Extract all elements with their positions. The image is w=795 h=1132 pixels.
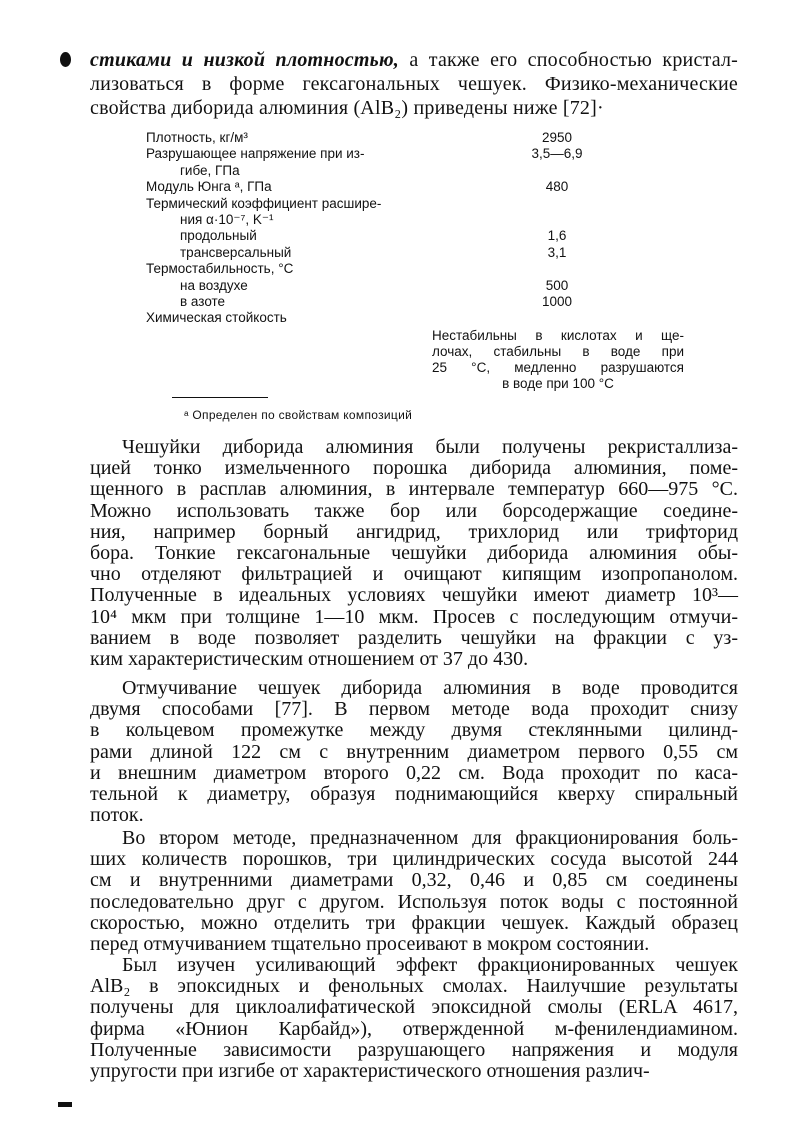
paragraph-line: и внешним диаметром второго 0,22 см. Вода проходит по каса- — [90, 761, 738, 784]
paragraph-line: Полученные зависимости разрушающего напряжения и модуля — [90, 1038, 738, 1061]
property-label: ния α·10⁻⁷, K⁻¹ — [180, 212, 274, 228]
property-row — [146, 212, 706, 228]
chemical-stability-value — [432, 328, 684, 392]
margin-dash-mark — [58, 1102, 72, 1107]
margin-dot-mark — [60, 52, 71, 67]
paragraph-line: Чешуйки диборида алюминия были получены рекристаллиза- — [122, 436, 738, 458]
intro-paragraph — [90, 48, 738, 120]
paragraph-line: тельной к диаметру, образуя поднимающийся кверху спиральный — [90, 783, 738, 806]
paragraph-line: чно отделяют фильтрацией и очищают кипящим изопропанолом. — [90, 563, 738, 586]
property-row — [146, 179, 706, 195]
property-row — [146, 228, 706, 244]
paragraph-line: в кольцевом промежутке между двумя стеклянными цилинд- — [90, 719, 738, 742]
property-value: 1000 — [541, 294, 573, 310]
property-row — [146, 310, 706, 326]
property-label: трансверсальный — [180, 244, 292, 260]
paragraph-line: Можно использовать также бор или борсодержащие соедине- — [90, 499, 738, 522]
paragraph-line: скоростью, можно отделить три фракции чешуек. Каждый образец — [90, 911, 738, 934]
paragraph-line: цией тонко измельченного порошка диборида алюминия, поме- — [90, 457, 738, 480]
paragraph-line: ким характеристическим отношением от 37 до 430. — [90, 648, 529, 671]
body-paragraph — [90, 678, 738, 826]
intro-emphasis: стиками и низкой плотностью, — [90, 49, 399, 71]
property-label: Термический коэффициент расшире- — [146, 195, 382, 211]
paragraph-line: бора. Тонкие гексагональные чешуйки диборида алюминия обы- — [90, 542, 738, 565]
property-value: 2950 — [541, 130, 573, 145]
paragraph-line: двумя способами [77]. В первом методе вода проходит снизу — [90, 698, 738, 721]
paragraph-line: фирма «Юнион Карбайд»), отвержденной м-фенилендиамином. — [90, 1017, 738, 1040]
paragraph-line: ших количеств порошков, три цилиндрических сосуда высотой 244 — [90, 848, 738, 871]
chemical-stability-line: лочах, стабильны в воде при — [432, 344, 684, 359]
property-row — [146, 261, 706, 277]
property-row — [146, 196, 706, 212]
intro-line-rest: а также его способностью кристал- — [398, 49, 738, 71]
paragraph-line: Во втором методе, предназначенном для фракционирования боль- — [122, 827, 738, 849]
paragraph-line: поток. — [90, 804, 144, 827]
paragraph-line: рами длиной 122 см с внутренним диаметром первого 0,55 см — [90, 740, 738, 763]
property-value: 1,6 — [547, 228, 567, 244]
property-label: в азоте — [180, 294, 226, 310]
paragraph-line: перед отмучиванием тщательно просеивают в мокром состоянии. — [90, 933, 650, 956]
chemical-stability-line: в воде при 100 °С — [502, 376, 614, 391]
paragraph-line: ванием в воде позволяет разделить чешуйки на фракции с уз- — [90, 626, 738, 649]
intro-line: свойства диборида алюминия (AlB₂) приведены ниже [72]· — [90, 97, 604, 119]
property-row — [146, 245, 706, 261]
property-label: Термостабильность, °C — [146, 261, 294, 277]
property-label: Плотность, кг/м³ — [146, 130, 248, 145]
property-row — [146, 146, 706, 162]
paragraph-line: Был изучен усиливающий эффект фракционированных чешуек — [122, 954, 738, 976]
property-label: Химическая стойкость — [146, 310, 287, 326]
paragraph-line: Полученные в идеальных условиях чешуйки имеют диаметр 10³— — [90, 584, 738, 607]
property-row — [146, 294, 706, 310]
property-value: 480 — [545, 179, 569, 195]
property-label: продольный — [180, 228, 257, 244]
paragraph-line: последовательно друг с другом. Используя поток воды с постоянной — [90, 890, 738, 913]
paragraph-line: упругости при изгибе от характеристического отношения различ- — [90, 1060, 650, 1083]
chemical-stability-line: 25 °С, медленно разрушаются — [432, 360, 684, 375]
property-label: Разрушающее напряжение при из- — [146, 146, 365, 162]
footnote: ᵃ Определен по свойствам композиций — [184, 408, 413, 422]
property-label: на воздухе — [180, 277, 248, 293]
chemical-stability-line: Нестабильны в кислотах и ще- — [432, 328, 684, 343]
body-paragraph — [90, 828, 738, 955]
footnote-rule — [172, 397, 268, 398]
body-paragraph — [90, 437, 738, 670]
paragraph-line: AlB₂ в эпоксидных и фенольных смолах. Наилучшие результаты — [90, 975, 738, 998]
property-row — [146, 278, 706, 294]
property-value: 3,1 — [547, 244, 567, 260]
body-paragraph — [90, 955, 738, 1082]
property-label: Модуль Юнга ᵃ, ГПа — [146, 179, 272, 195]
property-label: гибе, ГПа — [180, 162, 240, 178]
properties-table — [146, 130, 706, 391]
paragraph-line: 10⁴ мкм при толщине 1—10 мкм. Просев с последующим отмучи- — [90, 605, 738, 628]
intro-line — [90, 48, 738, 72]
paragraph-line: щенного в расплав алюминия, в интервале температур 660—975 °С. — [90, 478, 738, 501]
property-value: 500 — [545, 277, 569, 293]
paragraph-line: ния, например борный ангидрид, трихлорид или трифторид — [90, 520, 738, 543]
paragraph-line: получены для циклоалифатической эпоксидной смолы (ERLA 4617, — [90, 996, 738, 1019]
property-row — [146, 163, 706, 179]
property-row — [146, 130, 706, 146]
property-value: 3,5—6,9 — [531, 146, 583, 162]
paragraph-line: см и внутренними диаметрами 0,32, 0,46 и 0,85 см соединены — [90, 869, 738, 892]
paragraph-line: Отмучивание чешуек диборида алюминия в воде проводится — [122, 677, 738, 699]
intro-line: лизоваться в форме гексагональных чешуек. Физико-механические — [90, 73, 738, 95]
